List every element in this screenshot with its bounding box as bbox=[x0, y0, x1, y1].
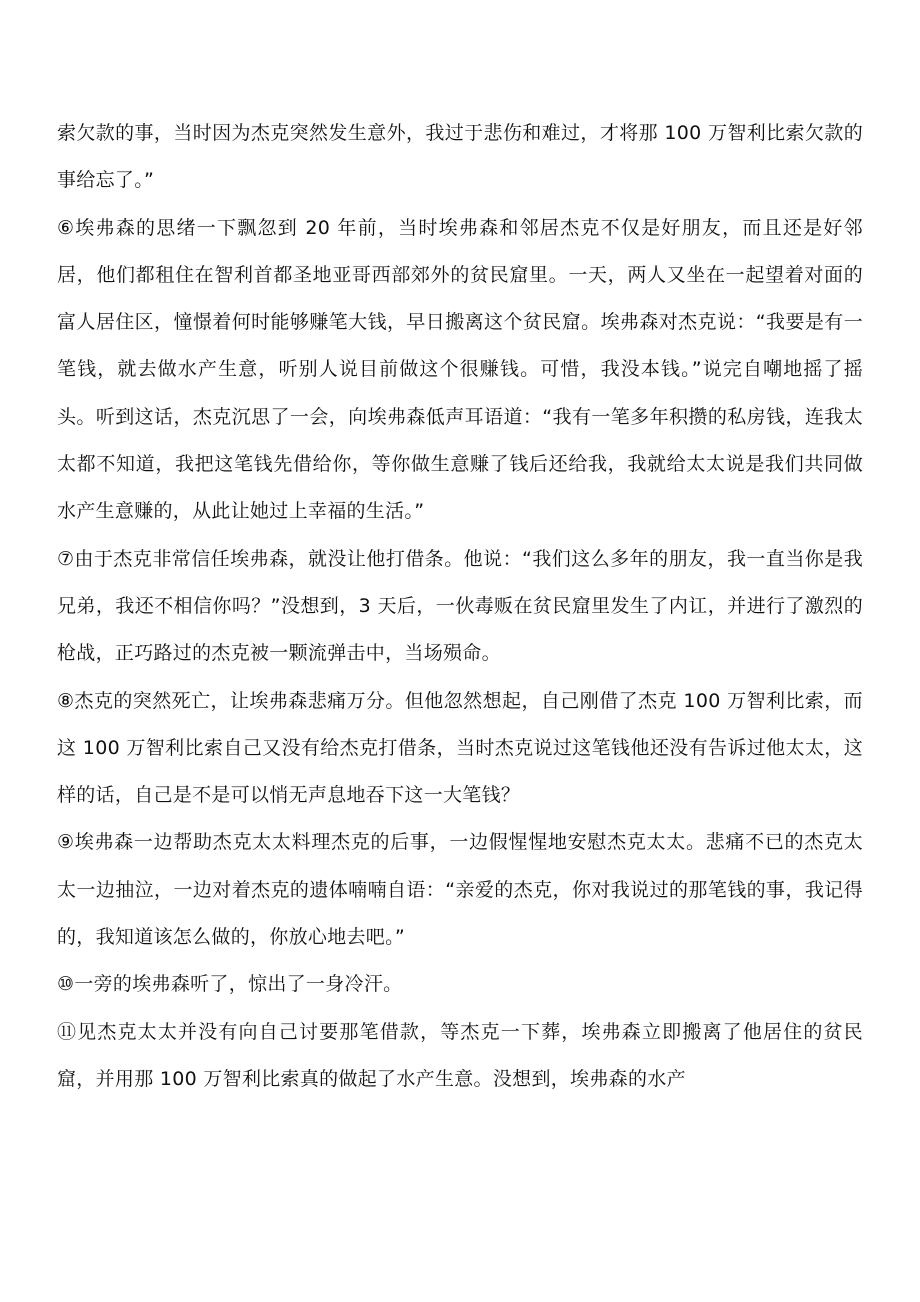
paragraph-6: ⑥埃弗森的思绪一下飘忽到 20 年前，当时埃弗森和邻居杰克不仅是好朋友，而且还是好邻居，他们都租住在智利首都圣地亚哥西部郊外的贫民窟里。一天，两人又坐在一起望着对面的富人居住区，憧憬着何时能够赚笔大钱，早日搬离这个贫民窟。埃弗森对杰克说：“我要是有一笔钱，就去做水产生意，听别人说目前做这个很赚钱。可惜，我没本钱。”说完自嘲地摇了摇头。听到这话，杰克沉思了一会，向埃弗森低声耳语道：“我有一笔多年积攒的私房钱，连我太太都不知道，我把这笔钱先借给你，等你做生意赚了钱后还给我，我就给太太说是我们共同做水产生意赚的，从此让她过上幸福的生活。” bbox=[57, 216, 863, 523]
paragraph-continuation: 索欠款的事，当时因为杰克突然发生意外，我过于悲伤和难过，才将那 100 万智利比索欠款的事给忘了。” bbox=[57, 122, 863, 192]
paragraph-11: ⑪见杰克太太并没有向自己讨要那笔借款，等杰克一下葬，埃弗森立即搬离了他居住的贫民窟，并用那 100 万智利比索真的做起了水产生意。没想到，埃弗森的水产 bbox=[57, 1020, 863, 1090]
paragraph-9: ⑨埃弗森一边帮助杰克太太料理杰克的后事，一边假惺惺地安慰杰克太太。悲痛不已的杰克太太一边抽泣，一边对着杰克的遗体喃喃自语：“亲爱的杰克，你对我说过的那笔钱的事，我记得的，我知道该怎么做的，你放心地去吧。” bbox=[57, 831, 863, 949]
paragraph-7: ⑦由于杰克非常信任埃弗森，就没让他打借条。他说：“我们这么多年的朋友，我一直当你是我兄弟，我还不相信你吗？”没想到，3 天后，一伙毒贩在贫民窟里发生了内讧，并进行了激烈的枪战，正巧路过的杰克被一颗流弹击中，当场殒命。 bbox=[57, 547, 863, 665]
document-body bbox=[57, 110, 863, 1103]
paragraph-10: ⑩一旁的埃弗森听了，惊出了一身冷汗。 bbox=[57, 973, 403, 996]
paragraph-8: ⑧杰克的突然死亡，让埃弗森悲痛万分。但他忽然想起，自己刚借了杰克 100 万智利比索，而这 100 万智利比索自己又没有给杰克打借条，当时杰克说过这笔钱他还没有告诉过他太太，这样的话，自己是不是可以悄无声息地吞下这一大笔钱？ bbox=[57, 689, 863, 807]
